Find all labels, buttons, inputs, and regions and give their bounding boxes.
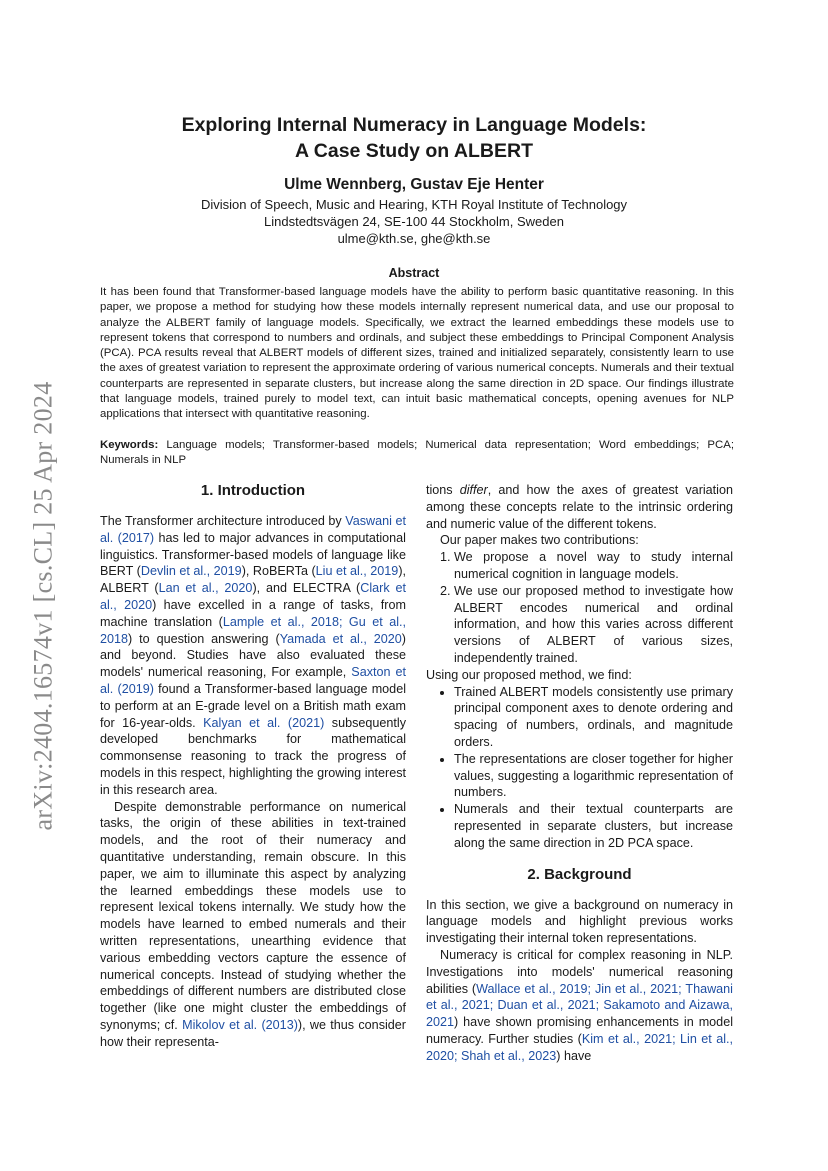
contributions-list xyxy=(426,549,733,667)
citation-link[interactable]: Liu et al., 2019 xyxy=(315,564,399,579)
abstract-body: It has been found that Transformer-based language models have the ability to perform basic quantitative reasoning. In this paper, we propose a method for studying how these models internally represent numerical data, and use our proposal to analyze the ALBERT family of language models. Specifically, we extract the learned embeddings these models use to represent tokens that correspond to numbers and ordinals, and subject these embeddings to Principal Component Analysis (PCA). PCA results reveal that ALBERT models of different sizes, trained and initialized separately, consistently learn to use the axes of greatest variation to represent the approximate ordering of various numerical concepts. Numerals and their textual counterparts are represented in separate clusters, but increase along the same direction in 2D space. Our findings illustrate that language models, trained purely to model text, can intuit basic mathematical concepts, opening avenues for NLP applications that intersect with quantitative reasoning. xyxy=(100,286,734,421)
text-run: ) to question answering ( xyxy=(128,631,280,646)
text-run: ), RoBERTa ( xyxy=(241,564,316,579)
title-line-2: A Case Study on ALBERT xyxy=(295,140,533,162)
citation-link[interactable]: Clark et al., 2020 xyxy=(100,581,406,612)
intro-paragraph-1 xyxy=(100,513,406,799)
text-run: ) have xyxy=(556,1048,592,1063)
citation-link[interactable]: Yamada et al., 2020 xyxy=(279,631,402,646)
affiliation-institution: Division of Speech, Music and Hearing, KTH Royal Institute of Technology xyxy=(200,197,628,212)
citation-link[interactable]: Lample et al., 2018; Gu et al., 2018 xyxy=(100,614,406,646)
affiliation-block xyxy=(100,196,728,247)
paper-title xyxy=(100,112,728,164)
list-item: 1. We propose a novel way to study internal numerical cognition in language models. xyxy=(454,549,733,583)
text-run: ) and beyond. Studies have also evaluated these models' numerical reasoning, For example, xyxy=(100,631,406,680)
text-run: Numeracy is critical for complex reasoning in NLP. Investigations into models' numerical reasoning abilities ( xyxy=(426,947,733,996)
author-names: Ulme Wennberg, Gustav Eje Henter xyxy=(284,176,544,193)
text-run: ) have excelled in a range of tasks, from machine translation ( xyxy=(100,597,406,629)
contributions-lead: Our paper makes two contributions: xyxy=(440,533,639,548)
text-run: found a Transformer-based language model to perform at an E-grade level on a British math exam for 16-year-olds. xyxy=(100,681,406,730)
section-heading-introduction: 1. Introduction xyxy=(200,482,306,499)
citation-link[interactable]: Kim et al., 2021; Lin et al., 2020; Shah et al., 2023 xyxy=(426,1031,733,1063)
emphasis-text: differ xyxy=(459,483,488,497)
arxiv-identifier-text: arXiv:2404.16574v1 [cs.CL] 25 Apr 2024 xyxy=(29,381,58,831)
text-run: subsequently developed benchmarks for mathematical commonsense reasoning to track the progress of models in this respect, highlighting the growing interest in this research area. xyxy=(100,715,407,797)
keywords-label: Keywords: xyxy=(100,439,159,451)
text-run: ), we thus consider how their representa- xyxy=(100,1017,406,1049)
author-emails: ulme@kth.se, ghe@kth.se xyxy=(337,231,491,246)
citation-link[interactable]: Saxton et al. (2019) xyxy=(100,665,406,696)
findings-lead: Using our proposed method, we find: xyxy=(426,667,632,682)
citation-link[interactable]: Kalyan et al. (2021) xyxy=(203,715,325,730)
findings-list xyxy=(426,684,733,852)
text-run: , and how the axes of greatest variation among these concepts relate to the intrinsic ordering and numeric value of the different tokens. xyxy=(426,483,733,531)
list-item: • Trained ALBERT models consistently use primary principal component axes to denote ordering and spacing of numbers, ordinals, and magnitude orders. xyxy=(454,684,733,751)
intro-paragraph-2-continued xyxy=(426,482,733,532)
list-item: • Numerals and their textual counterparts are represented in separate clusters, but increase along the same direction in 2D PCA space. xyxy=(454,801,733,851)
list-item: 2. We use our proposed method to investigate how ALBERT encodes numerical and ordinal information, and how this varies across different versions of ALBERT of various sizes, independently trained. xyxy=(454,583,733,667)
text-run: has led to major advances in computational linguistics. Transformer-based models of language like BERT ( xyxy=(100,530,406,579)
text-run: The Transformer architecture introduced by xyxy=(100,514,346,528)
background-paragraph-2 xyxy=(426,947,733,1065)
right-column xyxy=(426,482,733,1065)
section-heading-background: 2. Background xyxy=(527,865,632,883)
text-run: ), ALBERT ( xyxy=(100,564,407,596)
list-item: • The representations are closer together for higher values, suggesting a logarithmic representation of numbers. xyxy=(454,751,733,801)
arxiv-identifier-stamp xyxy=(24,362,64,850)
intro-paragraph-2 xyxy=(100,799,406,1051)
abstract-heading: Abstract xyxy=(388,266,440,280)
text-run: ), and ELECTRA ( xyxy=(252,581,361,596)
citation-link[interactable]: Wallace et al., 2019; Jin et al., 2021; Thawani et al., 2021; Duan et al., 2021; Sakamoto and Aizawa, 2021 xyxy=(426,981,733,1030)
citation-link[interactable]: Lan et al., 2020 xyxy=(158,581,253,596)
citation-link[interactable]: Vaswani et al. (2017) xyxy=(100,514,406,545)
citation-link[interactable]: Mikolov et al. (2013) xyxy=(182,1017,298,1032)
text-run: Despite demonstrable performance on numerical tasks, the origin of these abilities in text-trained models, and the root of their numeracy and quantitative understanding, remain obscure. In this paper, we aim to illuminate this aspect by analyzing the learned embeddings these models use to represent lexical tokens internally. We study how the models have learned to embed numerals and their written representations, unearthing evidence that various embedding vectors capture the essence of numerical concepts. Instead of studying whether the embeddings of different numbers are distributed close together (like one might cluster the embeddings of synonyms; cf. xyxy=(100,799,406,1032)
keywords-text: Language models; Transformer-based models; Numerical data representation; Word embeddings; PCA; Numerals in NLP xyxy=(100,439,734,467)
citation-link[interactable]: Devlin et al., 2019 xyxy=(140,564,242,579)
text-run: tions xyxy=(426,483,460,497)
text-run: ) have shown promising enhancements in model numeracy. Further studies ( xyxy=(426,1015,733,1046)
left-column xyxy=(100,482,406,1051)
background-paragraph-1: In this section, we give a background on numeracy in language models and highlight previous works investigating their internal token representations. xyxy=(426,897,733,946)
title-line-1: Exploring Internal Numeracy in Language Models: xyxy=(181,114,647,136)
affiliation-address: Lindstedtsvägen 24, SE-100 44 Stockholm, Sweden xyxy=(264,214,564,229)
keywords-line xyxy=(100,438,734,469)
